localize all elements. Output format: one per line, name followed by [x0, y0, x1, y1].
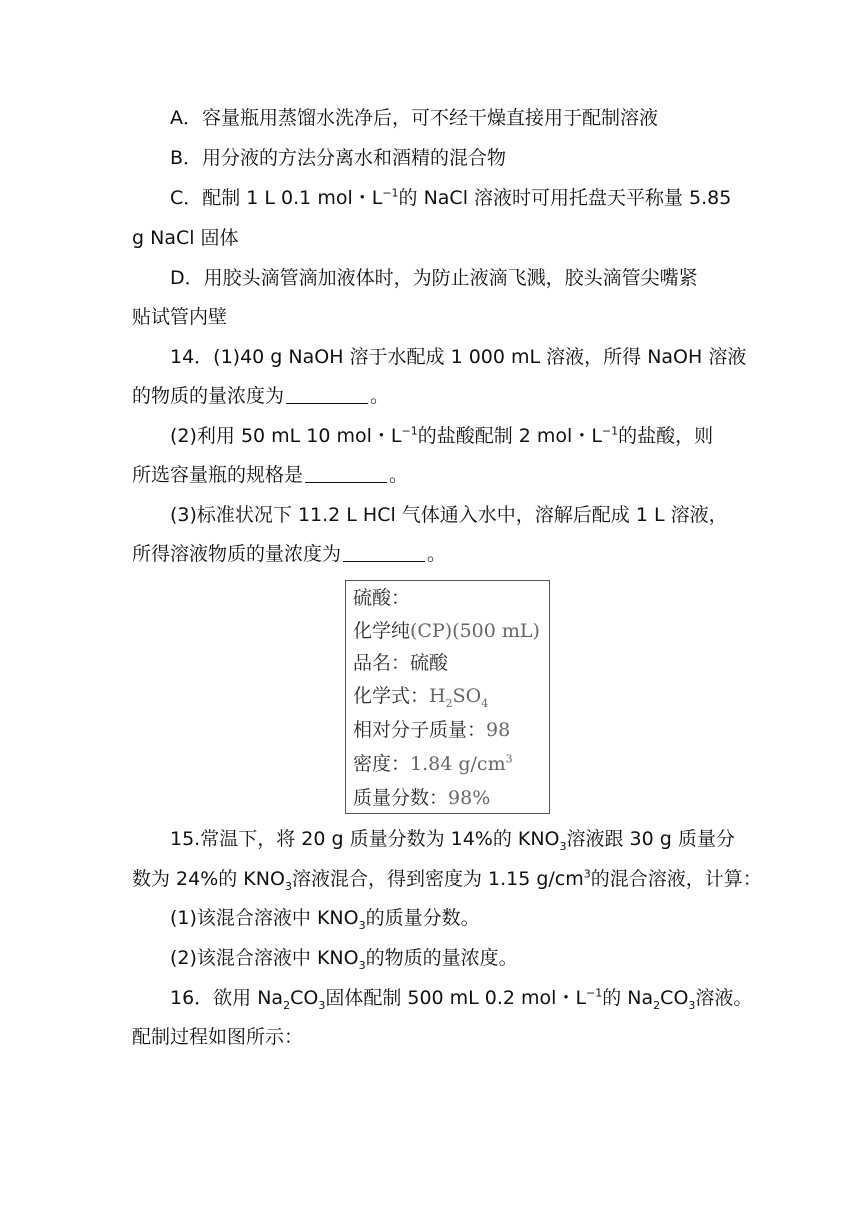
question-15-subq2-text-2: 的物质的量浓度。	[365, 947, 518, 969]
question-14-line2	[132, 384, 732, 408]
question-15-text-1: 15.常温下，将 20 g 质量分数为 14%的 KNO	[170, 828, 560, 850]
question-16-text-7: 配制过程如图所示：	[132, 1026, 304, 1048]
label-formula-subscript: 2	[445, 696, 453, 710]
question-15-subq2-text-1: (2)该混合溶液中 KNO	[170, 947, 359, 969]
subscript: 3	[358, 918, 366, 932]
label-value: (CP)(500 mL)	[410, 620, 540, 642]
question-16-text-2: CO	[290, 987, 319, 1009]
superscript: −1	[601, 424, 619, 438]
label-title: 硫酸：	[353, 587, 411, 609]
punctuation: 。	[389, 464, 409, 486]
label-line-5	[353, 718, 510, 742]
question-14-subq2-prompt: 所选容量瓶的规格是	[132, 464, 304, 486]
option-d-line1	[170, 266, 732, 290]
superscript: −1	[586, 986, 603, 1000]
option-d-line2	[132, 305, 732, 329]
option-c-text-3: g NaCl 固体	[132, 227, 239, 249]
question-14-subq3-prompt: 所得溶液物质的量浓度为	[132, 543, 342, 565]
question-16-text-6: 溶液。	[695, 987, 753, 1009]
option-d-text-1: D．用胶头滴管滴加液体时，为防止液滴飞溅，胶头滴管尖嘴紧	[170, 267, 698, 289]
question-14-text: 14．(1)40 g NaOH 溶于水配成 1 000 mL 溶液，所得 NaOH 溶液	[170, 346, 747, 368]
question-15-subq1	[170, 906, 732, 930]
option-d-text-2: 贴试管内壁	[132, 306, 228, 328]
question-15-subq2	[170, 946, 732, 970]
reagent-label-box	[345, 580, 550, 814]
punctuation: 。	[427, 543, 447, 565]
label-key: 品名：	[353, 652, 411, 674]
option-b	[170, 146, 732, 170]
label-line-3	[353, 651, 448, 675]
question-16-text-1: 16．欲用 Na	[170, 987, 284, 1009]
question-14-subq3-line1	[170, 503, 732, 527]
question-14-subq1-prompt: 的物质的量浓度为	[132, 385, 285, 407]
label-key: 化学纯	[353, 620, 411, 642]
superscript: 3	[583, 867, 591, 881]
option-a	[170, 106, 732, 130]
question-16-text-5: CO	[660, 987, 689, 1009]
label-line-7	[353, 786, 490, 810]
question-15-text-4: 溶液混合，得到密度为 1.15 g/cm	[291, 868, 584, 890]
label-formula-h: H	[429, 685, 446, 707]
question-14-subq3-text: (3)标准状况下 11.2 L HCl 气体通入水中，溶解后配成 1 L 溶液，	[170, 504, 728, 526]
question-15-subq1-text-1: (1)该混合溶液中 KNO	[170, 907, 359, 929]
label-formula-subscript: 4	[481, 696, 489, 710]
question-16-line1	[170, 986, 753, 1012]
subscript: 3	[284, 879, 292, 893]
question-15-subq1-text-2: 的质量分数。	[365, 907, 480, 929]
subscript: 2	[653, 998, 661, 1012]
question-15-text-3: 数为 24%的 KNO	[132, 868, 285, 890]
option-b-text: B．用分液的方法分离水和酒精的混合物	[170, 147, 507, 169]
label-line-1	[353, 586, 410, 610]
question-14-subq2-line2	[132, 463, 732, 487]
question-14-subq2-text-3: 的盐酸，则	[618, 425, 714, 447]
label-value: 1.84 g/cm	[410, 753, 506, 775]
label-key: 化学式：	[353, 685, 430, 707]
option-c-line2	[132, 226, 732, 250]
question-14-subq2-text-2: 的盐酸配制 2 mol・L	[417, 425, 602, 447]
label-formula-so: SO	[452, 685, 482, 707]
superscript: −1	[401, 424, 418, 438]
question-14-subq3-line2	[132, 542, 732, 566]
label-key: 密度：	[353, 753, 411, 775]
question-16-text-3: 固体配制 500 mL 0.2 mol・L	[325, 987, 587, 1009]
label-superscript: 3	[505, 752, 513, 766]
question-16-text-4: 的 Na	[602, 987, 654, 1009]
question-14-subq2-line1	[170, 424, 732, 448]
subscript: 3	[688, 998, 696, 1012]
question-16-line2	[132, 1025, 732, 1049]
answer-blank-14-1[interactable]	[286, 385, 368, 404]
answer-blank-14-2[interactable]	[305, 464, 387, 483]
question-14-line1	[170, 345, 747, 369]
option-c-line1	[170, 186, 732, 210]
subscript: 3	[559, 839, 567, 853]
subscript: 3	[318, 998, 326, 1012]
label-value: 98	[486, 719, 511, 741]
punctuation: 。	[370, 385, 390, 407]
subscript: 3	[358, 958, 366, 972]
question-15-line1	[170, 827, 735, 853]
option-c-text-1: C．配制 1 L 0.1 mol・L	[170, 187, 383, 209]
answer-blank-14-3[interactable]	[343, 543, 425, 562]
label-value: 硫酸	[410, 652, 449, 674]
label-value: 98%	[448, 787, 491, 809]
label-key: 相对分子质量：	[353, 719, 487, 741]
question-14-subq2-text-1: (2)利用 50 mL 10 mol・L	[170, 425, 402, 447]
label-key: 质量分数：	[353, 787, 449, 809]
label-line-6	[353, 752, 513, 776]
subscript: 2	[283, 998, 291, 1012]
question-15-text-2: 溶液跟 30 g 质量分	[566, 828, 735, 850]
option-a-text: A．容量瓶用蒸馏水洗净后，可不经干燥直接用于配制溶液	[170, 107, 658, 129]
label-line-4	[353, 684, 488, 708]
option-c-superscript: −1	[382, 186, 399, 200]
label-line-2	[353, 619, 540, 643]
option-c-text-2: 的 NaCl 溶液时可用托盘天平称量 5.85	[398, 187, 732, 209]
question-15-text-5: 的混合溶液，计算：	[590, 868, 762, 890]
question-15-line2	[132, 867, 762, 893]
